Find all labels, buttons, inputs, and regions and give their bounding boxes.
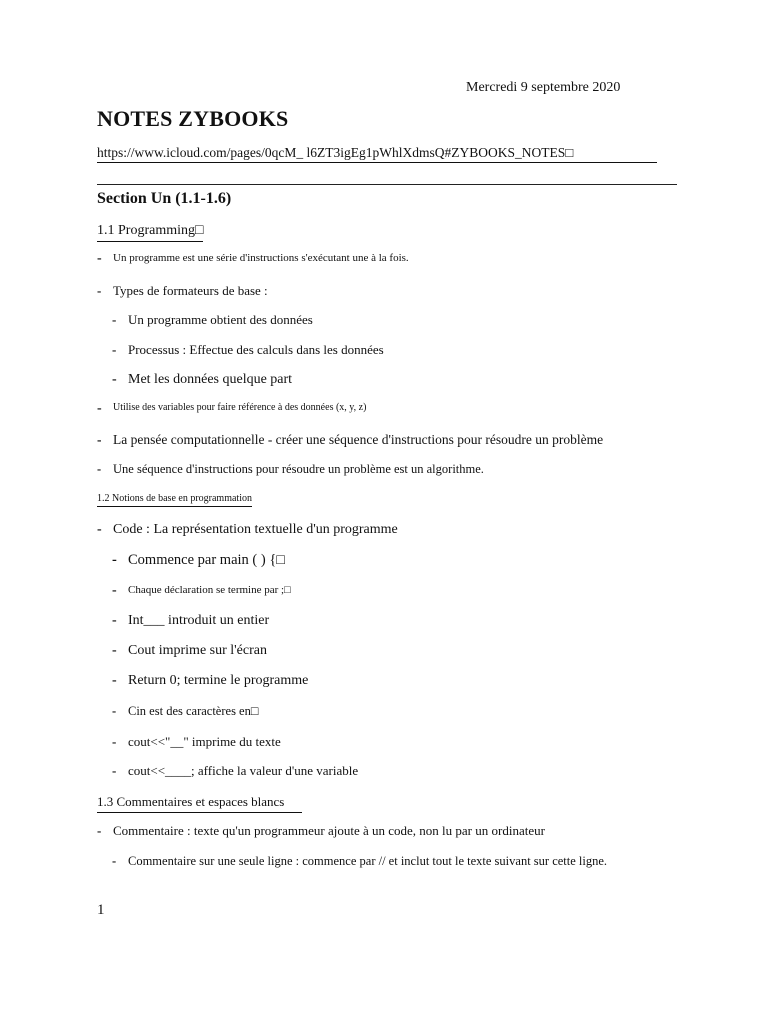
subsection-heading-1-3: 1.3 Commentaires et espaces blancs: [97, 794, 302, 813]
section-title: Section Un (1.1-1.6): [97, 190, 232, 207]
bullet-dash: -: [112, 704, 117, 718]
bullet-dash: -: [112, 613, 117, 628]
bullet-dash: -: [97, 283, 102, 298]
bullet-dash: -: [97, 401, 102, 416]
bullet-dash: -: [112, 763, 117, 778]
page-number: 1: [97, 902, 105, 918]
horizontal-rule: [97, 184, 677, 185]
bullet-dash: -: [97, 462, 102, 476]
document-page: Mercredi 9 septembre 2020 NOTES ZYBOOKS https://www.icloud.com/pages/0qcM_ l6ZT3igEg1pWhlXdmsQ#ZYBOOKS_NOTES□ Section Un (1.1-1.6) 1.1 Programming□ - Un programme est une série d'instructions s'exécutant une à la fois. - Types de formateurs de base : - Un programme obtient des données - Processus : Effectue des calculs dans les données - Met les données quelque part - Utilise des variables pour faire référence à des données (x, y, z) - La pensée computationnelle - créer une séquence d'instructions pour résoudre un problème - Une séquence d'instructions pour résoudre un problème est un algorithme. 1.2 Notions de base en programmation - Code : La représentation textuelle d'un programme - Commence par main ( ) {□ - Chaque déclaration se termine par ;□ - Int___ introduit un entier - Cout imprime sur l'écran - Return 0; termine le programme - Cin est des caractères en□ - cout<<"__" imprime du texte - cout<<____; affiche la valeur d'une variable 1.3 Commentaires et espaces blancs - Commentaire : texte qu'un programmeur ajoute à un code, non lu par un ordinateur - Commentaire sur une seule ligne : commence par // et inclut tout le texte suivant sur cette ligne. 1: [0, 0, 768, 1024]
bullet-dash: -: [112, 643, 117, 658]
document-title: NOTES ZYBOOKS: [97, 106, 289, 131]
icloud-link[interactable]: https://www.icloud.com/pages/0qcM_ l6ZT3igEg1pWhlXdmsQ#ZYBOOKS_NOTES□: [97, 145, 657, 163]
bullet-dash: -: [112, 673, 117, 688]
bullet-dash: -: [112, 372, 117, 387]
subsection-heading-1-2: 1.2 Notions de base en programmation: [97, 493, 252, 507]
bullet-dash: -: [97, 522, 102, 537]
bullet-dash: -: [97, 432, 102, 447]
bullet-dash: -: [112, 342, 117, 357]
document-date: Mercredi 9 septembre 2020: [466, 80, 621, 95]
subsection-heading-1-1: 1.1 Programming□: [97, 223, 203, 242]
bullet-dash: -: [97, 251, 102, 266]
bullet-dash: -: [97, 823, 102, 838]
bullet-dash: -: [112, 552, 117, 568]
bullet-dash: -: [112, 312, 117, 327]
bullet-dash: -: [112, 583, 117, 598]
bullet-dash: -: [112, 854, 117, 868]
bullet-dash: -: [112, 734, 117, 749]
